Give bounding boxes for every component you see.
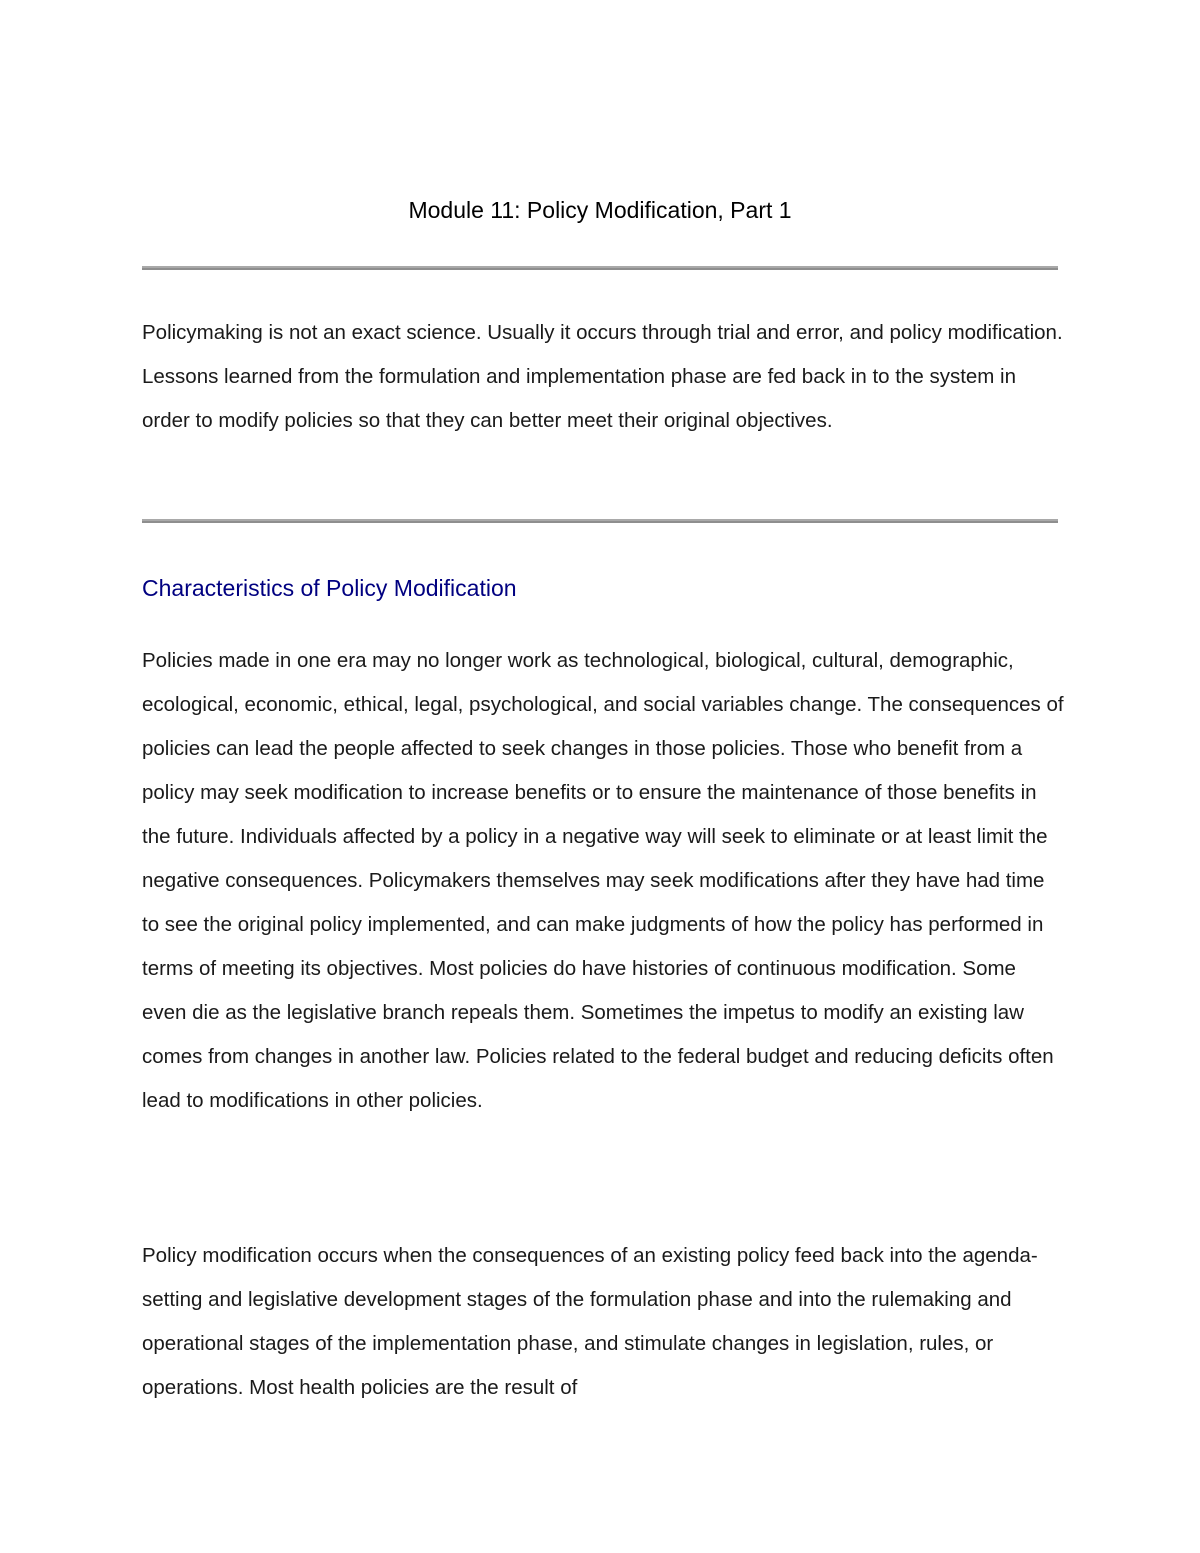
intro-paragraph: Policymaking is not an exact science. Usually it occurs through trial and error, and policy modification. Lessons learned from the formulation and implementation phase are fed back in to the system in order to modify policies so that they can better meet their original objectives.: [142, 321, 1063, 432]
body-paragraph: Policy modification occurs when the consequences of an existing policy feed back into the agenda-setting and legislative development stages of the formulation phase and into the rulemaking and operational stages of the implementation phase, and stimulate changes in legislation, rules, or operations. Most health policies are the result of: [142, 1244, 1038, 1399]
horizontal-divider: [142, 266, 1058, 270]
section-heading: Characteristics of Policy Modification: [142, 575, 517, 601]
body-paragraph: Policies made in one era may no longer work as technological, biological, cultural, demographic, ecological, economic, ethical, legal, psychological, and social variables change. The consequences of policies can lead the people affected to seek changes in those policies. Those who benefit from a policy may seek modification to increase benefits or to ensure the maintenance of those benefits in the future. Individuals affected by a policy in a negative way will seek to eliminate or at least limit the negative consequences. Policymakers themselves may seek modifications after they have had time to see the original policy implemented, and can make judgments of how the policy has performed in terms of meeting its objectives. Most policies do have histories of continuous modification. Some even die as the legislative branch repeals them. Sometimes the impetus to modify an existing law comes from changes in another law. Policies related to the federal budget and reducing deficits often lead to modifications in other policies.: [142, 649, 1064, 1112]
page-title: Module 11: Policy Modification, Part 1: [408, 197, 792, 223]
horizontal-divider: [142, 519, 1058, 523]
